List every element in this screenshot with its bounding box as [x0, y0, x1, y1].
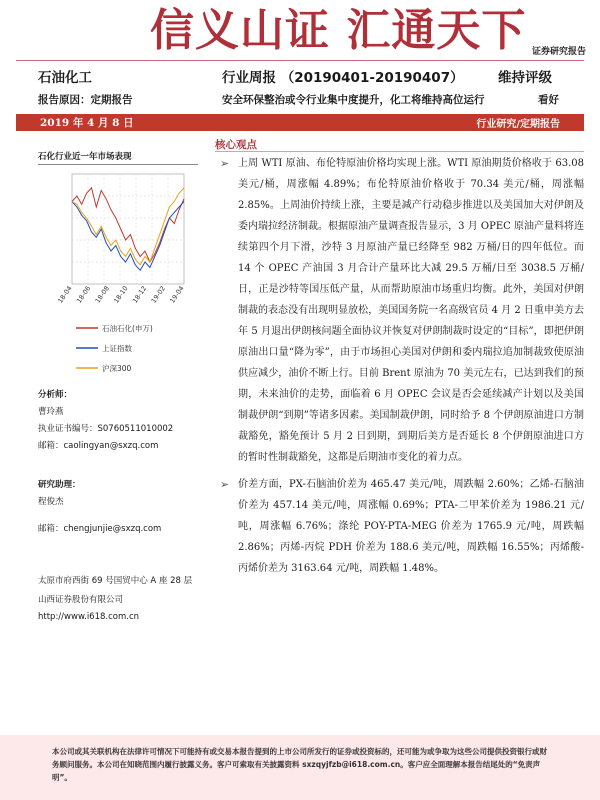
banner-department: 证券研究报告 — [531, 47, 586, 57]
report-date: 2019 年 4 月 8 日 — [40, 117, 134, 129]
paragraph-oil-prices: ➢ 上周 WTI 原油、布伦特原油价格均实现上涨。WTI 原油期货价格收于 63.08 美元/桶，周涨幅 4.89%；布伦特原油价格收于 70.34 美元/桶，周涨幅 2.85%。上周油价持续上涨，主要是减产行动稳步推进以及美国加大对伊朗及委内瑞拉经济制裁。根据原油产量调查报告显示，3 月 OPEC 原油产量料将连续第四个月下滑，沙特 3 月原油产量已经降至 982 万桶/日的四年低位。而 14 个 OPEC 产油国 3 月合计产量环比大减 29.5 万桶/日至 3038.5 万桶/日，正是沙特等国压低产量，从而帮助原油市场重归均衡。此外，美国对伊朗制裁的表态没有出现明显放松，美国国务院一名高级官员 4 月 2 日重申美方去年 5 月退出伊朗核问题全面协议并恢复对伊朗制裁时设定的“目标”，即把伊朗原油出口量“降为零”，由于市场担心美国对伊朗和委内瑞拉追加制裁致使原油供应减少，油价不断上行。目前 Brent 原油为 70 美元左右，已达到我们的预期，未来油价的走势，面临着 6 月 OPEC 会议是否会延续减产计划以及美国制裁伊朗“到期”等诸多因素。美国制裁伊朗，同时给予 8 个伊朗原油进口方制裁豁免，豁免预计 5 月 2 日到期，到期后美方是否延长 8 个伊朗原油进口方的暂时性制裁豁免，这都是后期油市变化的着力点。 — [218, 153, 584, 468]
x-tick-label: 18-06 — [74, 284, 93, 305]
banner-slogan: 信义山证 汇通天下 — [150, 5, 527, 56]
x-tick-label: 18-04 — [56, 284, 74, 305]
company-website: http://www.i618.com.cn — [38, 612, 140, 622]
report-reason: 报告原因：定期报告 — [38, 94, 133, 106]
company-name: 山西证券股份有限公司 — [38, 595, 124, 605]
chart-title: 石化行业近一年市场表现 — [38, 152, 132, 162]
sector-name: 石油化工 — [38, 70, 92, 86]
paragraph-spreads: ➢ 价差方面，PX-石脑油价差为 465.47 美元/吨，周跌幅 2.60%；乙烯-石脑油价差为 457.14 美元/吨，周涨幅 0.69%；PTA-二甲苯价差为 1986.21 元/吨，周涨幅 6.76%；涤纶 POY-PTA-MEG 价差为 1765.9 元/吨，周跌幅 2.86%；丙烯-丙烷 PDH 价差为 188.6 美元/吨，周跌幅 16.55%；丙烯酸-丙烯价差为 3163.64 元/吨，周跌幅 1.48%。 — [218, 474, 584, 579]
report-headline: 安全环保整治或令行业集中度提升，化工将维持高位运行 — [222, 94, 485, 106]
assistant-email: 邮箱：chengjunjie@sxzq.com — [38, 524, 162, 534]
chart-lines — [72, 188, 184, 270]
x-tick-label: 18-08 — [93, 284, 111, 305]
chart-title-divider — [38, 164, 198, 165]
bullet-icon: ➢ — [220, 157, 230, 170]
rating-word: 看好 — [538, 94, 559, 106]
assistant-name: 程俊杰 — [38, 497, 64, 507]
core-view-title: 核心观点 — [215, 139, 257, 151]
analyst-email: 邮箱：caolingyan@sxzq.com — [38, 441, 159, 451]
rating: 维持评级 — [498, 70, 552, 86]
analyst-cert: 执业证书编号：S0760511010002 — [38, 424, 174, 434]
report-category: 行业研究/定期报告 — [476, 119, 560, 130]
x-tick-label: 18-10 — [112, 284, 130, 305]
footer-disclaimer: 本公司或其关联机构在法律许可情况下可能持有或交易本报告提到的上市公司所发行的证券或投资标的，还可能为或争取为这些公司提供投资银行或财务顾问服务。本公司在知晓范围内履行披露义务。客户可索取有关披露资料 sxzqyjfzb@i618.com.cn。客户应全面理解本报告结尾处的“免责声明”。 — [52, 747, 547, 782]
core-view-divider — [215, 151, 584, 152]
legend-label-0: 石油石化(申万) — [102, 324, 153, 333]
report-type: 行业周报 （20190401-20190407） — [222, 70, 464, 86]
market-performance-chart — [56, 170, 194, 320]
company-address: 太原市府西街 69 号国贸中心 A 座 28 层 — [38, 576, 193, 586]
x-tick-label: 18-12 — [130, 284, 149, 305]
footer-disclaimer-band — [0, 735, 600, 800]
legend-label-1: 上证指数 — [102, 344, 132, 353]
header-divider — [16, 60, 584, 61]
x-tick-label: 19-02 — [149, 284, 167, 305]
chart-legend — [64, 318, 194, 388]
bullet-icon: ➢ — [220, 478, 230, 491]
chart-x-ticks — [56, 285, 185, 305]
x-tick-label: 19-04 — [168, 284, 186, 305]
analyst-name: 曹玲燕 — [38, 407, 64, 417]
assistant-heading: 研究助理： — [38, 480, 81, 490]
analyst-heading: 分析师： — [38, 390, 73, 400]
legend-label-2: 沪深300 — [102, 364, 132, 373]
core-view-body — [218, 153, 584, 585]
header-banner — [0, 0, 600, 60]
date-bar — [16, 114, 584, 131]
